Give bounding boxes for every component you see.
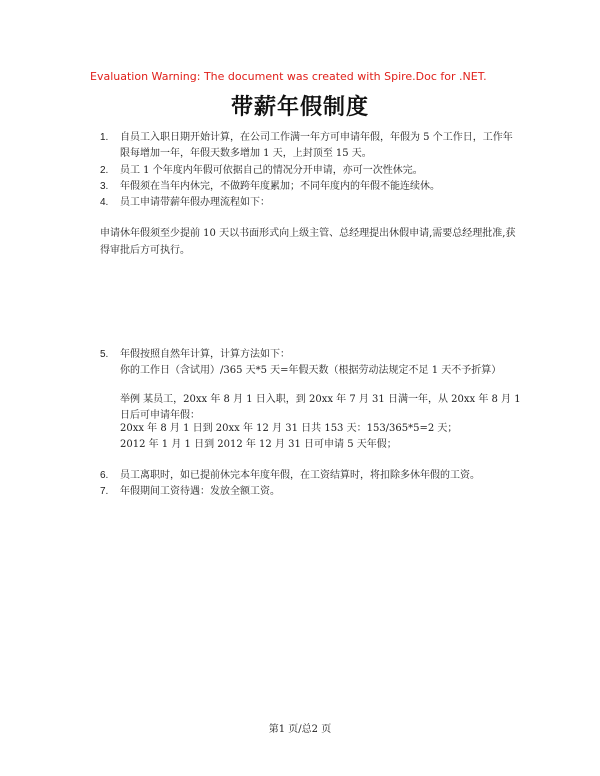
list-item bbox=[100, 163, 520, 179]
list-item-number: 5. bbox=[100, 349, 109, 360]
page-footer: 第1 页/总2 页 bbox=[268, 724, 332, 735]
list-item-number: 3. bbox=[100, 181, 109, 192]
example-line: 2012 年 1 月 1 日到 2012 年 12 月 31 日可申请 5 天年假； bbox=[120, 439, 397, 450]
list-item-number: 2. bbox=[100, 165, 109, 176]
procedure-paragraph: 申请休年假须至少提前 10 天以书面形式向上级主管、总经理提出休假申请,需要总经理批准,获得审批后方可执行。 bbox=[100, 228, 516, 256]
list-item-number: 7. bbox=[100, 486, 109, 497]
document-title: 带薪年假制度 bbox=[230, 94, 369, 120]
list-item-number: 6. bbox=[100, 470, 109, 481]
list-item bbox=[100, 347, 520, 363]
list-item-text: 员工离职时，如已提前休完本年度年假，在工资结算时，将扣除多休年假的工资。 bbox=[120, 470, 480, 481]
list-item-text: 自员工入职日期开始计算，在公司工作满一年方可申请年假，年假为 5 个工作日，工作年限每增加一年，年假天数多增加 1 天，上封顶至 15 天。 bbox=[120, 132, 513, 159]
example-line: 举例 某员工，20xx 年 8 月 1 日入职，到 20xx 年 7 月 31 日满一年，从 20xx 年 8 月 1 日后可申请年假： bbox=[120, 394, 521, 421]
evaluation-warning: Evaluation Warning: The document was created with Spire.Doc for .NET. bbox=[90, 70, 487, 83]
example-line: 20xx 年 8 月 1 日到 20xx 年 12 月 31 日共 153 天：153/365*5=2 天； bbox=[120, 423, 458, 434]
list-item bbox=[100, 130, 520, 162]
list-item-text: 年假期间工资待遇：发放全额工资。 bbox=[120, 486, 280, 497]
list-item bbox=[100, 468, 520, 484]
list-item-text: 年假须在当年内休完，不做跨年度累加；不同年度内的年假不能连续休。 bbox=[120, 181, 440, 192]
formula-line: 你的工作日（含试用）/365 天*5 天=年假天数（根据劳动法规定不足 1 天不予折算） bbox=[120, 365, 502, 376]
list-item-text: 员工申请带薪年假办理流程如下： bbox=[120, 197, 270, 208]
list-item-number: 4. bbox=[100, 197, 109, 208]
list-item-text: 员工 1 个年度内年假可依据自己的情况分开申请，亦可一次性休完。 bbox=[120, 165, 423, 176]
list-item-text: 年假按照自然年计算，计算方法如下： bbox=[120, 349, 290, 360]
list-item bbox=[100, 484, 520, 500]
list-item-number: 1. bbox=[100, 132, 109, 143]
list-item bbox=[100, 195, 520, 211]
list-item bbox=[100, 179, 520, 195]
